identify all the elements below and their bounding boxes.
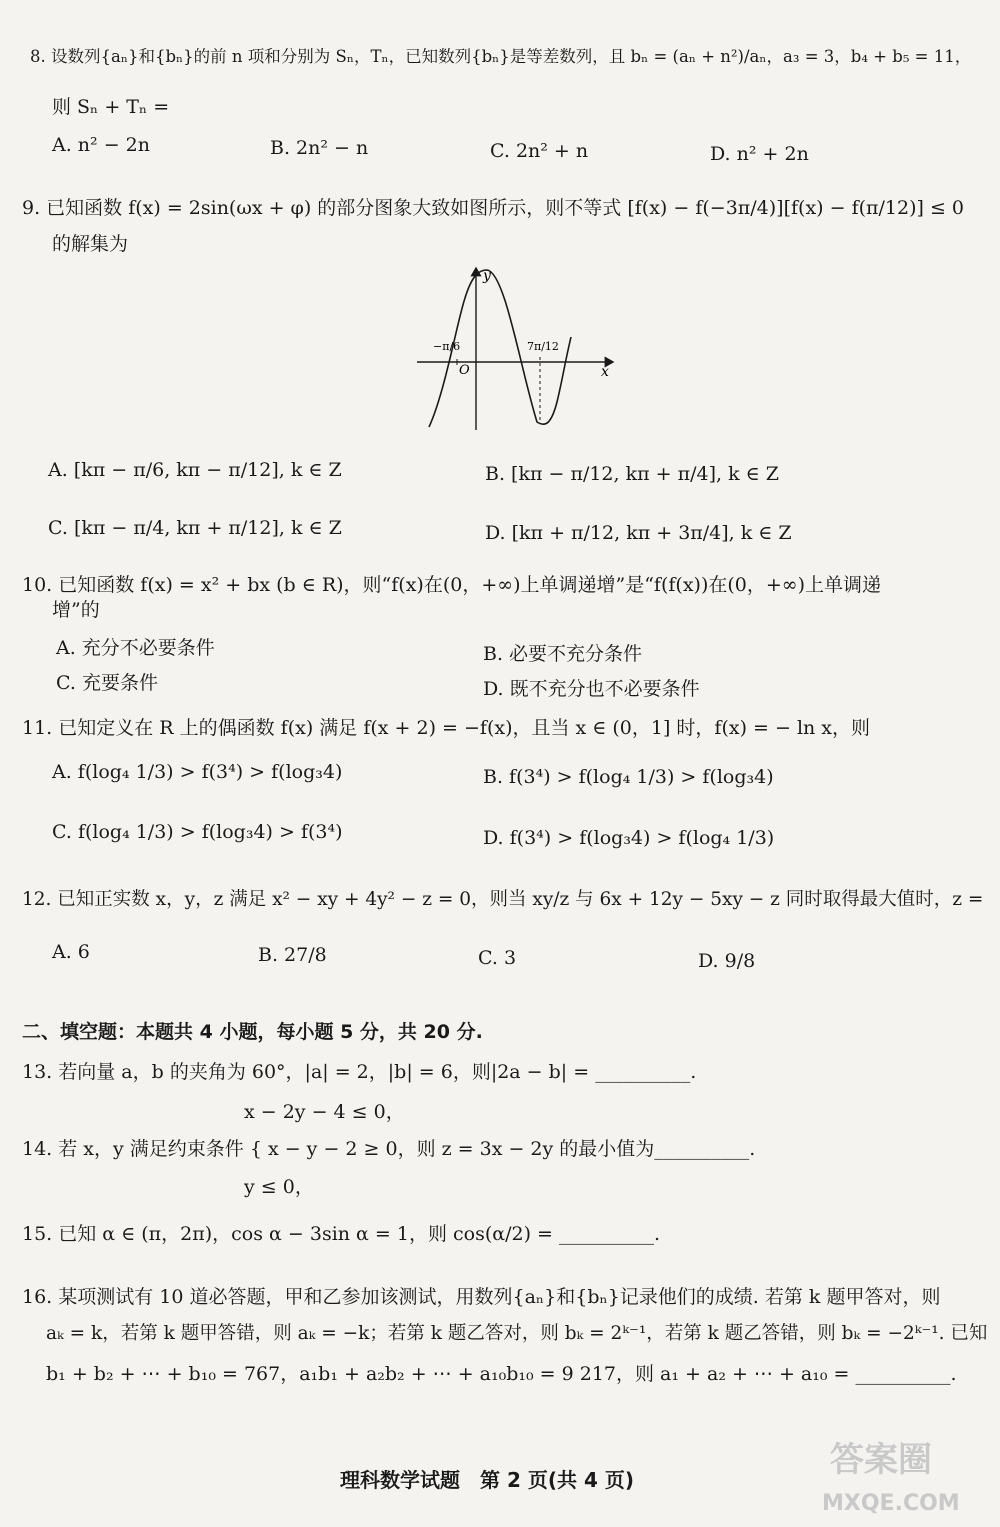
- q15-stem: 15. 已知 α ∈ (π，2π)，cos α − 3sin α = 1，则 cos(α/2) = __________.: [22, 1223, 661, 1245]
- q9-option-a: A. [kπ − π/6, kπ − π/12], k ∈ Z: [48, 459, 342, 481]
- q8-option-c: C. 2n² + n: [490, 140, 589, 162]
- watermark-logo: 答案圈: [830, 1440, 932, 1480]
- q16-stem-line1: 16. 某项测试有 10 道必答题，甲和乙参加该测试，用数列{aₙ}和{bₙ}记录他们的成绩. 若第 k 题甲答对，则: [22, 1286, 941, 1308]
- q10-option-b: B. 必要不充分条件: [483, 643, 643, 665]
- q11-option-a: A. f(log₄ 1/3) > f(3⁴) > f(log₃4): [52, 761, 343, 783]
- q10-stem-cont: 增”的: [52, 599, 100, 621]
- q9-option-d: D. [kπ + π/12, kπ + 3π/4], k ∈ Z: [485, 522, 792, 544]
- q11-option-d: D. f(3⁴) > f(log₃4) > f(log₄ 1/3): [483, 827, 775, 849]
- page-footer: 理科数学试题 第 2 页(共 4 页): [340, 1468, 634, 1492]
- q10-option-d: D. 既不充分也不必要条件: [483, 678, 700, 700]
- sine-graph: [415, 262, 620, 432]
- q12-option-c: C. 3: [478, 947, 517, 969]
- q9-option-c: C. [kπ − π/4, kπ + π/12], k ∈ Z: [48, 517, 342, 539]
- q11-stem: 11. 已知定义在 R 上的偶函数 f(x) 满足 f(x + 2) = −f(x)，且当 x ∈ (0，1] 时，f(x) = − ln x，则: [22, 717, 871, 739]
- q9-stem-cont: 的解集为: [52, 233, 129, 255]
- q12-option-b: B. 27/8: [258, 944, 327, 966]
- right-mark-label: 7π/12: [527, 340, 559, 353]
- q8-stem-cont: 则 Sₙ + Tₙ =: [52, 96, 170, 118]
- origin-label: O: [459, 363, 470, 378]
- q8-option-b: B. 2n² − n: [270, 137, 369, 159]
- q8-option-a: A. n² − 2n: [52, 134, 150, 156]
- q12-option-d: D. 9/8: [698, 950, 756, 972]
- q9-option-b: B. [kπ − π/12, kπ + π/4], k ∈ Z: [485, 463, 779, 485]
- q12-stem: 12. 已知正实数 x，y，z 满足 x² − xy + 4y² − z = 0，则当 xy/z 与 6x + 12y − 5xy − z 同时取得最大值时，z =: [22, 889, 984, 910]
- q10-stem: 10. 已知函数 f(x) = x² + bx (b ∈ R)，则“f(x)在(0，+∞)上单调递增”是“f(f(x))在(0，+∞)上单调递: [22, 574, 882, 596]
- q14-constraint-1: x − 2y − 4 ≤ 0，: [244, 1101, 405, 1123]
- q11-option-c: C. f(log₄ 1/3) > f(log₃4) > f(3⁴): [52, 821, 343, 843]
- q16-stem-line2: aₖ = k，若第 k 题甲答错，则 aₖ = −k；若第 k 题乙答对，则 bₖ = 2ᵏ⁻¹，若第 k 题乙答错，则 bₖ = −2ᵏ⁻¹. 已知: [46, 1323, 988, 1344]
- q12-option-a: A. 6: [52, 941, 90, 963]
- q16-stem-line3: b₁ + b₂ + ⋯ + b₁₀ = 767，a₁b₁ + a₂b₂ + ⋯ + a₁₀b₁₀ = 9 217，则 a₁ + a₂ + ⋯ + a₁₀ = __________.: [46, 1363, 957, 1385]
- q8-stem: 8. 设数列{aₙ}和{bₙ}的前 n 项和分别为 Sₙ，Tₙ，已知数列{bₙ}是等差数列，且 bₙ = (aₙ + n²)/aₙ，a₃ = 3，b₄ + b₅ = 11，: [30, 47, 972, 66]
- q10-option-c: C. 充要条件: [56, 672, 158, 694]
- section-heading-fill-blank: 二、填空题：本题共 4 小题，每小题 5 分，共 20 分.: [22, 1021, 483, 1043]
- q9-stem: 9. 已知函数 f(x) = 2sin(ωx + φ) 的部分图象大致如图所示，则不等式 [f(x) − f(−3π/4)][f(x) − f(π/12)] ≤ 0: [22, 197, 964, 219]
- q14-stem: 14. 若 x，y 满足约束条件 { x − y − 2 ≥ 0，则 z = 3x − 2y 的最小值为__________.: [22, 1138, 756, 1160]
- watermark-url: MXQE.COM: [822, 1491, 960, 1516]
- y-axis-label: y: [483, 268, 491, 284]
- q8-option-d: D. n² + 2n: [710, 143, 809, 165]
- q10-option-a: A. 充分不必要条件: [56, 637, 215, 659]
- q11-option-b: B. f(3⁴) > f(log₄ 1/3) > f(log₃4): [483, 766, 774, 788]
- q13-stem: 13. 若向量 a，b 的夹角为 60°，|a| = 2，|b| = 6，则|2a − b| = __________.: [22, 1061, 697, 1083]
- left-mark-label: −π/6: [433, 340, 461, 353]
- x-axis-label: x: [601, 364, 609, 380]
- q14-constraint-3: y ≤ 0，: [244, 1176, 314, 1198]
